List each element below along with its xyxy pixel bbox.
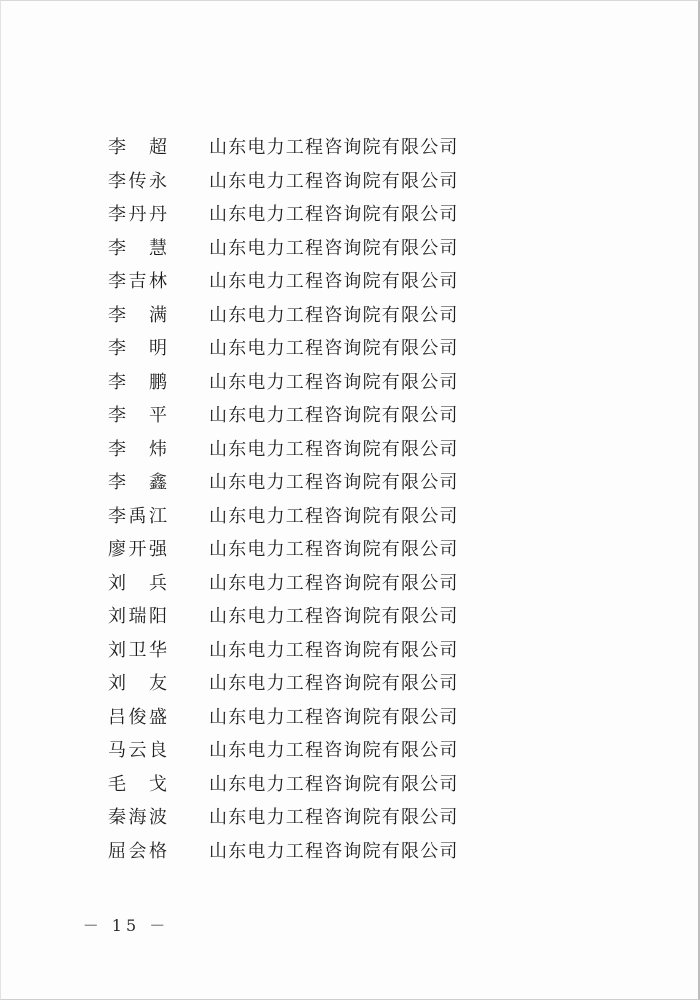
list-item	[1, 399, 700, 433]
company-name: 山东电力工程咨询院有限公司	[209, 271, 459, 292]
person-name: 屈会格	[108, 840, 168, 862]
company-name: 山东电力工程咨询院有限公司	[209, 505, 459, 527]
person-name: 李禹江	[108, 505, 168, 527]
person-name: 李 鹏	[108, 371, 168, 393]
person-name: 刘 兵	[108, 572, 168, 594]
person-name: 刘 友	[108, 673, 168, 694]
company-name: 山东电力工程咨询院有限公司	[209, 371, 459, 393]
person-name: 李 满	[108, 304, 168, 326]
list-item	[1, 198, 700, 232]
list-item	[1, 567, 700, 601]
list-item	[1, 332, 700, 366]
list-item	[1, 299, 700, 333]
person-name: 李 平	[108, 405, 168, 426]
company-name: 山东电力工程咨询院有限公司	[209, 438, 459, 460]
company-name: 山东电力工程咨询院有限公司	[209, 472, 459, 493]
person-name: 李 慧	[108, 237, 168, 259]
person-name: 李 鑫	[108, 472, 168, 493]
company-name: 山东电力工程咨询院有限公司	[209, 706, 459, 728]
company-name: 山东电力工程咨询院有限公司	[209, 740, 459, 761]
person-name: 刘卫华	[108, 639, 168, 661]
company-name: 山东电力工程咨询院有限公司	[209, 338, 459, 359]
person-name: 秦海波	[108, 807, 168, 828]
company-name: 山东电力工程咨询院有限公司	[209, 572, 459, 594]
company-name: 山东电力工程咨询院有限公司	[209, 673, 459, 694]
list-item	[1, 734, 700, 768]
company-name: 山东电力工程咨询院有限公司	[209, 405, 459, 426]
list-item	[1, 768, 700, 802]
page-number: － 15 －	[82, 916, 170, 935]
list-item	[1, 131, 700, 165]
list-item	[1, 701, 700, 735]
name-list	[1, 131, 700, 868]
list-item	[1, 600, 700, 634]
company-name: 山东电力工程咨询院有限公司	[209, 773, 459, 795]
company-name: 山东电力工程咨询院有限公司	[209, 137, 459, 158]
company-name: 山东电力工程咨询院有限公司	[209, 304, 459, 326]
company-name: 山东电力工程咨询院有限公司	[209, 639, 459, 661]
list-item	[1, 835, 700, 869]
person-name: 刘瑞阳	[108, 606, 168, 627]
person-name: 廖开强	[108, 539, 168, 560]
list-item	[1, 634, 700, 668]
person-name: 吕俊盛	[108, 706, 168, 728]
person-name: 李传永	[108, 170, 168, 192]
person-name: 李 炜	[108, 438, 168, 460]
person-name: 李 超	[108, 137, 168, 158]
list-item	[1, 265, 700, 299]
list-item	[1, 466, 700, 500]
list-item	[1, 433, 700, 467]
list-item	[1, 366, 700, 400]
list-item	[1, 500, 700, 534]
list-item	[1, 533, 700, 567]
person-name: 马云良	[108, 740, 168, 761]
company-name: 山东电力工程咨询院有限公司	[209, 170, 459, 192]
list-item	[1, 667, 700, 701]
company-name: 山东电力工程咨询院有限公司	[209, 606, 459, 627]
company-name: 山东电力工程咨询院有限公司	[209, 204, 459, 225]
list-item	[1, 232, 700, 266]
person-name: 李丹丹	[108, 204, 168, 225]
company-name: 山东电力工程咨询院有限公司	[209, 840, 459, 862]
list-item	[1, 165, 700, 199]
person-name: 毛 戈	[108, 773, 168, 795]
person-name: 李吉林	[108, 271, 168, 292]
company-name: 山东电力工程咨询院有限公司	[209, 539, 459, 560]
company-name: 山东电力工程咨询院有限公司	[209, 807, 459, 828]
person-name: 李 明	[108, 338, 168, 359]
list-item	[1, 801, 700, 835]
company-name: 山东电力工程咨询院有限公司	[209, 237, 459, 259]
